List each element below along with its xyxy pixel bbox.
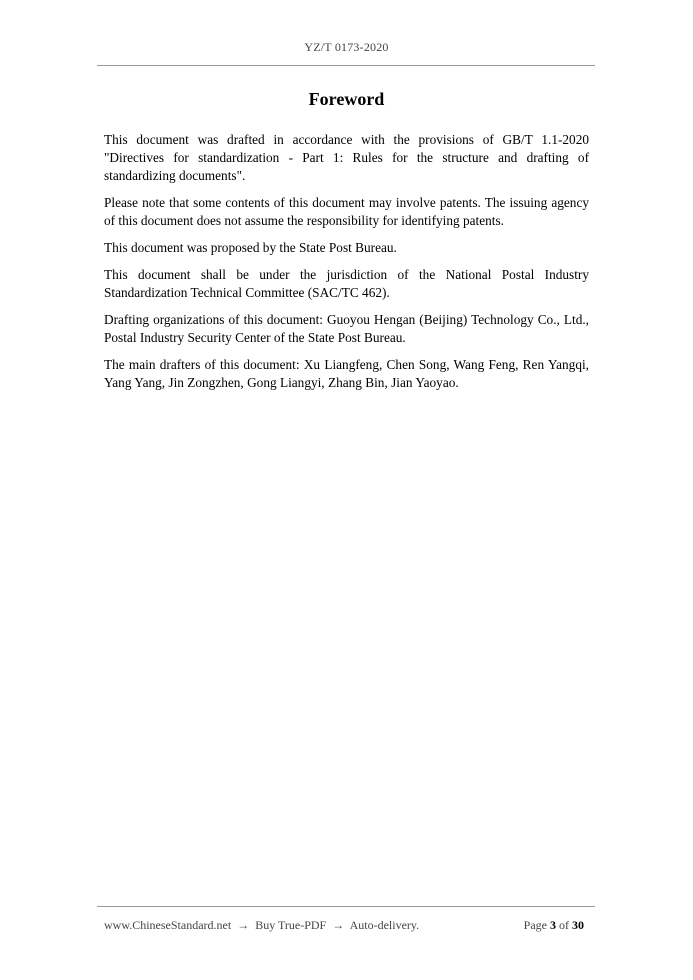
page-title: Foreword (308, 89, 385, 109)
auto-delivery-text: Auto-delivery. (349, 918, 420, 932)
of-label: of (559, 918, 569, 932)
total-pages: 30 (572, 918, 584, 932)
site-link[interactable]: www.ChineseStandard.net (104, 918, 232, 932)
paragraph-drafting-basis: This document was drafted in accordance with the provisions of GB/T 1.1-2020 "Directives for standardization - Part 1: Rules for the structure and drafting of standardizing documents". (104, 132, 589, 183)
paragraph-jurisdiction: This document shall be under the jurisdiction of the National Postal Industry Standardization Technical Committee (SAC/TC 462). (104, 267, 589, 300)
buy-pdf-text: Buy True-PDF (255, 918, 327, 932)
paragraph-proposed-by: This document was proposed by the State Post Bureau. (104, 240, 397, 255)
arrow-right-icon: → (332, 918, 345, 932)
header-divider (97, 65, 595, 66)
footer-promo (104, 918, 419, 933)
page-number: 3 (550, 918, 556, 932)
paragraph-patent-notice: Please note that some contents of this document may involve patents. The issuing agency of this document does not assume the responsibility for identifying patents. (104, 195, 589, 228)
arrow-right-icon: → (237, 918, 250, 932)
foreword-body (104, 131, 589, 401)
page-label: Page (523, 918, 547, 932)
footer-divider (97, 906, 595, 907)
paragraph-drafting-organizations: Drafting organizations of this document: Guoyou Hengan (Beijing) Technology Co., Ltd., Postal Industry Security Center of the State Post Bureau. (104, 312, 589, 345)
page-indicator (524, 918, 584, 933)
standard-code-header: YZ/T 0173-2020 (304, 40, 389, 54)
paragraph-main-drafters: The main drafters of this document: Xu Liangfeng, Chen Song, Wang Feng, Ren Yangqi, Yang Yang, Jin Zongzhen, Gong Liangyi, Zhang Bin, Jian Yaoyao. (104, 357, 589, 390)
